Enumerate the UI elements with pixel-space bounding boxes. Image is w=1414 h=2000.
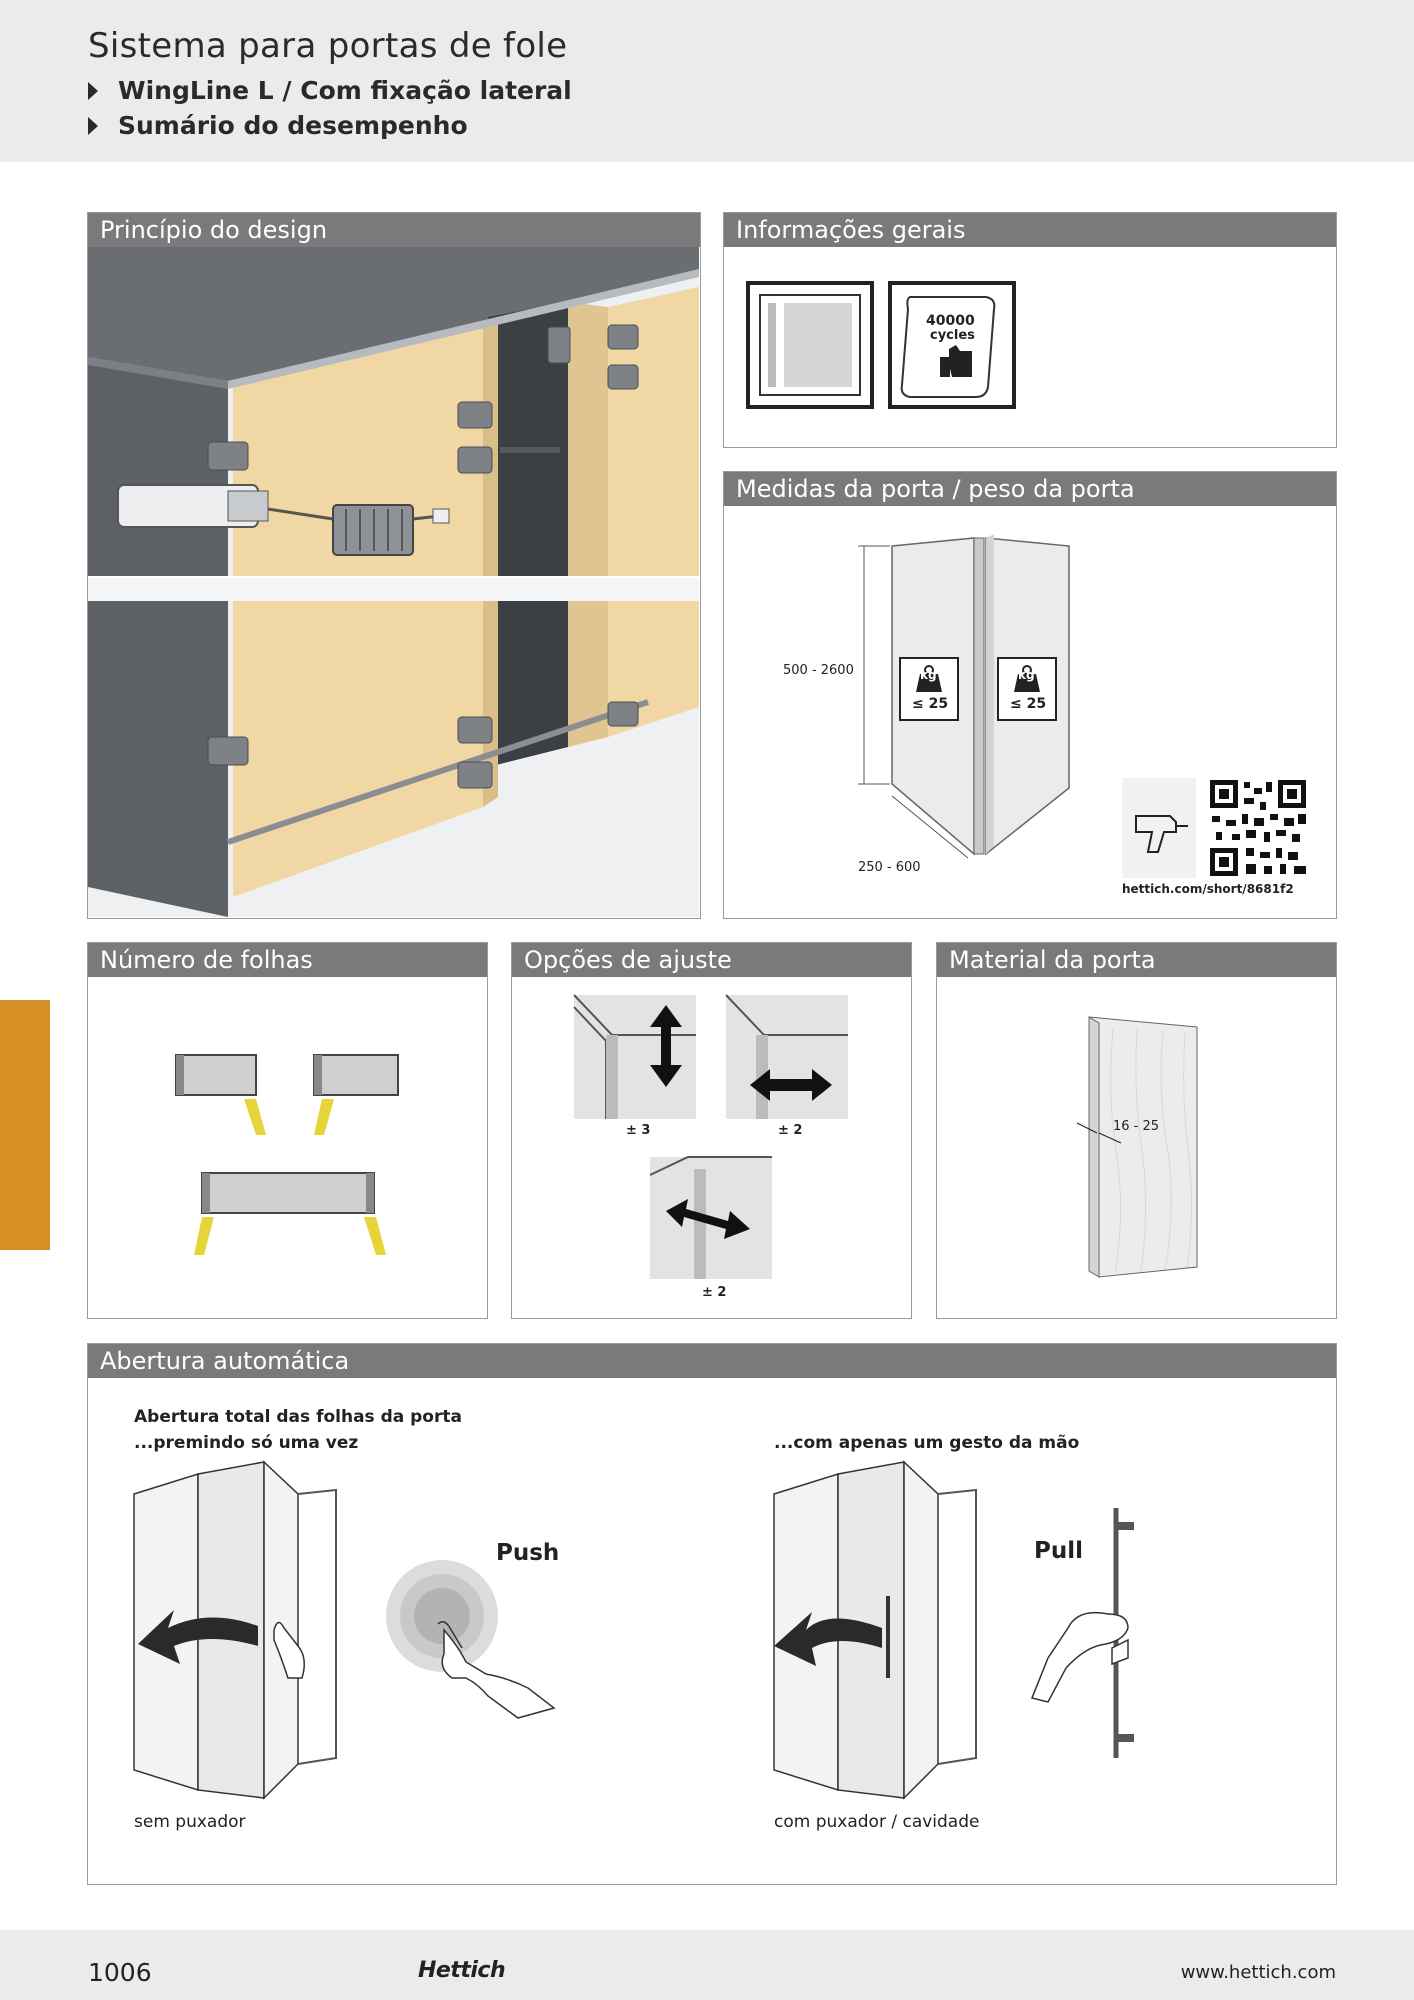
folding-door-pull-illustration	[774, 1462, 976, 1798]
certificate-cycles-icon	[890, 283, 1014, 407]
panel-info-title: Informações gerais	[724, 213, 1336, 247]
weight-unit-left: kg	[920, 668, 937, 682]
panel-adjustment-options	[511, 942, 912, 1319]
subtitle-2	[88, 111, 468, 140]
wood-door-1	[233, 327, 483, 897]
depth-adjust-icon	[650, 1157, 772, 1279]
brand-logo: Hettich	[418, 1958, 506, 1983]
triangle-bullet-icon	[88, 82, 98, 100]
weight-limit-right: ≤ 25	[1010, 696, 1047, 712]
panel-general-info	[723, 212, 1337, 448]
folding-door-icon	[748, 283, 872, 407]
subtitle-2-text: Sumário do desempenho	[118, 111, 468, 140]
drill-icon	[1122, 778, 1196, 878]
subtitle-1-text: WingLine L / Com fixação lateral	[118, 76, 572, 105]
auto-left-heading-2: ...premindo só uma vez	[134, 1433, 359, 1453]
door-height-range: 500 - 2600	[783, 663, 854, 678]
cycles-number: 40000	[926, 313, 975, 329]
vertical-adjust-icon	[574, 995, 696, 1119]
panel-door-measures	[723, 471, 1337, 919]
page-title: Sistema para portas de fole	[88, 26, 568, 66]
panel-material-title: Material da porta	[937, 943, 1336, 977]
weight-limit-left: ≤ 25	[912, 696, 949, 712]
folding-door-push-illustration	[134, 1462, 336, 1798]
push-label: Push	[496, 1540, 560, 1566]
wood-door-2	[608, 287, 699, 737]
push-button-icon	[386, 1560, 554, 1718]
auto-left-heading-1: Abertura total das folhas da porta	[134, 1407, 462, 1427]
material-thickness: 16 - 25	[1113, 1119, 1160, 1134]
panel-leaves-title: Número de folhas	[88, 943, 487, 977]
design-illustration	[88, 247, 700, 918]
adjust-value-vertical: ± 3	[626, 1123, 651, 1138]
adjust-value-depth: ± 2	[702, 1285, 727, 1300]
auto-left-caption: sem puxador	[134, 1812, 246, 1832]
auto-right-heading: ...com apenas um gesto da mão	[774, 1433, 1080, 1453]
door-width-range: 250 - 600	[858, 860, 921, 875]
qr-link[interactable]: hettich.com/short/8681f2	[1122, 882, 1294, 896]
triangle-bullet-icon	[88, 117, 98, 135]
leaves-illustration	[88, 977, 487, 1318]
horizontal-adjust-icon	[726, 995, 848, 1119]
weight-unit-right: kg	[1018, 668, 1035, 682]
adjust-value-horizontal: ± 2	[778, 1123, 803, 1138]
cycles-label: cycles	[930, 328, 975, 343]
panel-auto-title: Abertura automática	[88, 1344, 1336, 1378]
wood-panel-icon	[1077, 1017, 1197, 1277]
panel-measures-title: Medidas da porta / peso da porta	[724, 472, 1336, 506]
section-tab-marker	[0, 1000, 50, 1250]
panel-design-principle	[87, 212, 701, 919]
panel-door-material	[936, 942, 1337, 1319]
website-link[interactable]: www.hettich.com	[1180, 1962, 1336, 1983]
pull-label: Pull	[1034, 1538, 1083, 1564]
panel-automatic-opening	[87, 1343, 1337, 1885]
panel-adjust-title: Opções de ajuste	[512, 943, 911, 977]
panel-number-of-leaves	[87, 942, 488, 1319]
page-number: 1006	[88, 1958, 152, 1987]
subtitle-1	[88, 76, 572, 105]
auto-right-caption: com puxador / cavidade	[774, 1812, 980, 1832]
panel-design-title: Princípio do design	[88, 213, 700, 247]
qr-code-icon	[1208, 778, 1308, 878]
